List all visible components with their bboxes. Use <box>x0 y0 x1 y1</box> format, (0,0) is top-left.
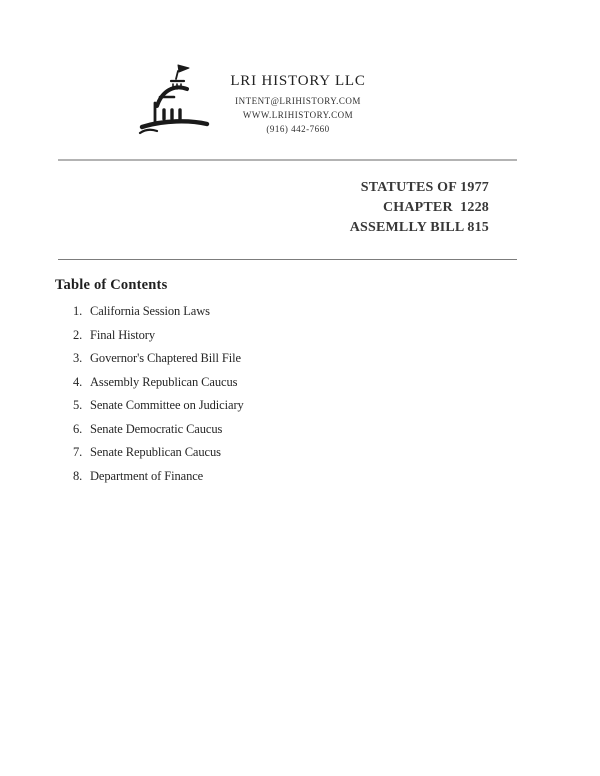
toc-title: Table of Contents <box>55 277 168 293</box>
bill-line: ASSEMLLY BILL 815 <box>349 220 489 235</box>
toc-item: Senate Democratic Caucus <box>90 421 223 436</box>
letterhead <box>158 70 438 136</box>
chapter-line: CHAPTER 1228 <box>382 200 489 215</box>
company-phone: (916) 442-7660 <box>266 124 330 134</box>
contact-info <box>158 94 438 136</box>
toc-item: Department of Finance <box>90 468 204 483</box>
statute-reference <box>350 178 489 238</box>
header-divider <box>58 159 517 161</box>
toc-item: Assembly Republican Caucus <box>90 374 238 389</box>
company-email: INTENT@LRIHISTORY.COM <box>235 96 361 106</box>
toc-list <box>55 304 244 492</box>
toc-item: Final History <box>90 327 156 342</box>
statutes-line: STATUTES OF 1977 <box>360 180 489 195</box>
toc-item: California Session Laws <box>90 304 210 318</box>
toc-item: Senate Republican Caucus <box>90 445 221 459</box>
toc-item: Senate Committee on Judiciary <box>90 398 244 412</box>
company-name: LRI HISTORY LLC <box>230 73 366 89</box>
toc-item: Governor's Chaptered Bill File <box>90 351 241 365</box>
company-website: WWW.LRIHISTORY.COM <box>242 110 354 120</box>
reference-divider <box>58 259 517 260</box>
